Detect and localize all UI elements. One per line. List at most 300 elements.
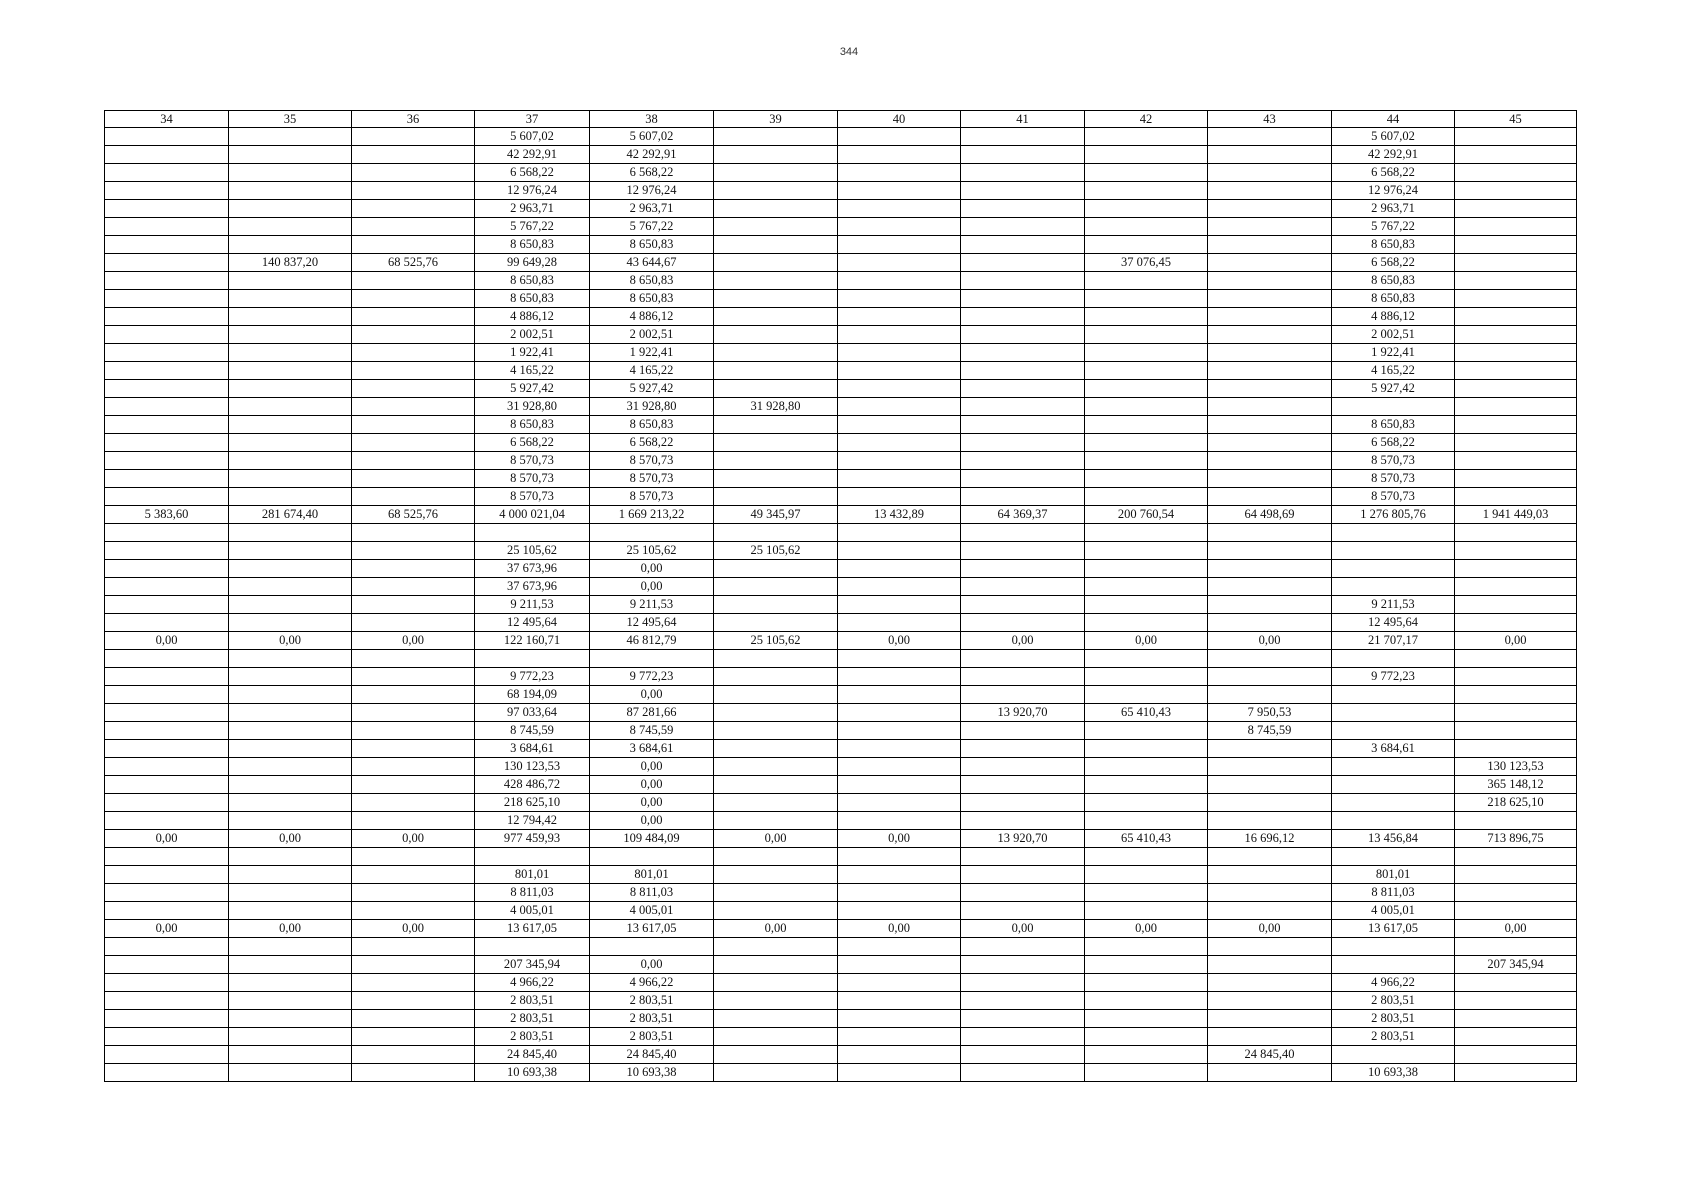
table-row	[105, 956, 1577, 974]
table-cell	[961, 722, 1085, 740]
table-cell: 801,01	[475, 866, 590, 884]
table-cell	[1085, 848, 1208, 866]
table-cell: 801,01	[590, 866, 714, 884]
table-cell	[105, 974, 229, 992]
table-cell	[1208, 776, 1332, 794]
table-cell: 0,00	[590, 686, 714, 704]
table-cell	[961, 668, 1085, 686]
table-cell	[961, 254, 1085, 272]
table-cell	[961, 992, 1085, 1010]
table-cell: 2 963,71	[475, 200, 590, 218]
table-cell	[1455, 704, 1577, 722]
table-cell	[229, 200, 352, 218]
table-cell	[1455, 902, 1577, 920]
table-cell: 8 811,03	[1332, 884, 1455, 902]
table-cell	[961, 758, 1085, 776]
table-cell	[352, 1064, 475, 1082]
table-cell	[1455, 650, 1577, 668]
table-cell	[714, 812, 838, 830]
table-cell	[229, 902, 352, 920]
table-cell	[838, 902, 961, 920]
table-cell	[714, 848, 838, 866]
table-cell: 24 845,40	[590, 1046, 714, 1064]
table-cell	[229, 740, 352, 758]
table-cell	[1455, 416, 1577, 434]
table-cell: 8 570,73	[1332, 470, 1455, 488]
table-cell	[1208, 560, 1332, 578]
table-cell	[838, 146, 961, 164]
table-cell	[229, 1046, 352, 1064]
table-cell	[229, 1028, 352, 1046]
table-cell	[352, 614, 475, 632]
table-cell	[105, 794, 229, 812]
table-row	[105, 614, 1577, 632]
table-cell	[714, 272, 838, 290]
table-cell: 7 950,53	[1208, 704, 1332, 722]
table-cell	[229, 398, 352, 416]
table-cell: 4 886,12	[1332, 308, 1455, 326]
table-cell	[352, 434, 475, 452]
table-header	[105, 111, 1577, 128]
table-cell	[229, 1010, 352, 1028]
table-cell	[1208, 362, 1332, 380]
table-cell	[352, 560, 475, 578]
table-cell	[714, 488, 838, 506]
table-cell: 130 123,53	[1455, 758, 1577, 776]
table-cell	[1208, 128, 1332, 146]
table-cell	[1332, 848, 1455, 866]
table-cell	[838, 578, 961, 596]
column-header: 35	[229, 111, 352, 128]
table-cell	[352, 470, 475, 488]
table-cell	[961, 182, 1085, 200]
table-row	[105, 704, 1577, 722]
table-row	[105, 236, 1577, 254]
table-cell	[105, 254, 229, 272]
table-cell	[714, 182, 838, 200]
table-cell	[105, 344, 229, 362]
table-cell	[229, 218, 352, 236]
table-cell: 801,01	[1332, 866, 1455, 884]
table-row	[105, 1064, 1577, 1082]
table-cell	[105, 416, 229, 434]
table-cell	[1085, 776, 1208, 794]
table-cell	[1455, 344, 1577, 362]
table-cell	[1085, 902, 1208, 920]
table-cell	[105, 1010, 229, 1028]
table-cell	[961, 290, 1085, 308]
table-cell	[229, 524, 352, 542]
table-cell	[1455, 182, 1577, 200]
column-header: 40	[838, 111, 961, 128]
table-cell	[1208, 794, 1332, 812]
table-cell	[714, 1028, 838, 1046]
table-cell	[961, 650, 1085, 668]
table-cell	[1332, 794, 1455, 812]
table-cell	[1085, 812, 1208, 830]
table-cell	[352, 200, 475, 218]
table-cell	[352, 452, 475, 470]
table-cell	[961, 776, 1085, 794]
table-cell: 6 568,22	[1332, 254, 1455, 272]
table-cell	[1085, 146, 1208, 164]
table-cell: 1 922,41	[475, 344, 590, 362]
table-cell	[229, 812, 352, 830]
table-cell	[1085, 650, 1208, 668]
table-cell	[1455, 272, 1577, 290]
table-cell	[961, 452, 1085, 470]
table-cell	[1455, 236, 1577, 254]
table-cell: 5 607,02	[1332, 128, 1455, 146]
table-cell	[1208, 398, 1332, 416]
table-cell	[1085, 218, 1208, 236]
table-cell	[714, 416, 838, 434]
table-cell	[229, 992, 352, 1010]
table-cell: 365 148,12	[1455, 776, 1577, 794]
table-cell: 8 650,83	[475, 290, 590, 308]
table-cell	[1208, 434, 1332, 452]
table-cell	[105, 884, 229, 902]
table-cell	[590, 848, 714, 866]
table-cell: 5 767,22	[475, 218, 590, 236]
column-header: 38	[590, 111, 714, 128]
table-cell	[229, 182, 352, 200]
table-cell: 0,00	[1085, 632, 1208, 650]
table-cell	[838, 128, 961, 146]
table-cell	[838, 344, 961, 362]
table-cell	[1455, 974, 1577, 992]
table-row	[105, 524, 1577, 542]
table-row	[105, 326, 1577, 344]
table-row	[105, 434, 1577, 452]
table-cell: 200 760,54	[1085, 506, 1208, 524]
table-cell	[105, 668, 229, 686]
table-cell	[1085, 326, 1208, 344]
table-cell: 8 650,83	[590, 272, 714, 290]
table-cell	[838, 380, 961, 398]
table-cell	[105, 380, 229, 398]
table-cell: 25 105,62	[590, 542, 714, 560]
table-row	[105, 794, 1577, 812]
table-cell	[961, 578, 1085, 596]
table-cell	[352, 650, 475, 668]
column-header: 37	[475, 111, 590, 128]
table-cell	[105, 938, 229, 956]
table-cell	[352, 956, 475, 974]
table-cell	[352, 128, 475, 146]
table-cell: 0,00	[590, 956, 714, 974]
table-cell	[838, 1010, 961, 1028]
table-cell	[352, 1046, 475, 1064]
table-cell	[1208, 668, 1332, 686]
table-cell	[961, 1046, 1085, 1064]
table-cell	[229, 938, 352, 956]
table-cell	[838, 866, 961, 884]
table-cell	[838, 938, 961, 956]
table-cell	[1085, 416, 1208, 434]
table-cell	[1455, 452, 1577, 470]
table-cell	[838, 614, 961, 632]
table-cell: 8 570,73	[1332, 488, 1455, 506]
table-cell	[714, 1010, 838, 1028]
table-cell	[352, 722, 475, 740]
table-cell	[1208, 542, 1332, 560]
table-cell: 4 165,22	[1332, 362, 1455, 380]
table-cell	[352, 164, 475, 182]
table-row	[105, 974, 1577, 992]
table-row	[105, 542, 1577, 560]
table-cell	[1085, 434, 1208, 452]
table-cell	[1085, 452, 1208, 470]
table-cell	[1085, 578, 1208, 596]
table-cell	[1085, 524, 1208, 542]
table-cell	[1332, 578, 1455, 596]
table-cell	[1085, 722, 1208, 740]
table-cell	[838, 560, 961, 578]
table-cell	[961, 812, 1085, 830]
table-cell: 2 803,51	[475, 1010, 590, 1028]
table-cell	[1208, 848, 1332, 866]
table-cell: 0,00	[105, 920, 229, 938]
table-cell	[105, 992, 229, 1010]
table-cell: 218 625,10	[475, 794, 590, 812]
table-cell	[1085, 974, 1208, 992]
table-cell: 2 803,51	[590, 1028, 714, 1046]
table-cell	[1208, 1028, 1332, 1046]
table-cell	[1455, 1046, 1577, 1064]
table-cell	[838, 1064, 961, 1082]
table-cell	[961, 560, 1085, 578]
table-cell: 6 568,22	[475, 434, 590, 452]
table-cell	[475, 938, 590, 956]
table-row	[105, 632, 1577, 650]
table-cell: 122 160,71	[475, 632, 590, 650]
table-row	[105, 902, 1577, 920]
table-cell	[1208, 344, 1332, 362]
table-row	[105, 1046, 1577, 1064]
table-cell	[1208, 974, 1332, 992]
table-cell	[1085, 164, 1208, 182]
table-cell	[961, 380, 1085, 398]
table-cell	[714, 776, 838, 794]
table-cell	[590, 650, 714, 668]
table-cell	[714, 344, 838, 362]
table-cell: 6 568,22	[1332, 164, 1455, 182]
table-cell	[1085, 560, 1208, 578]
table-row	[105, 866, 1577, 884]
table-cell: 10 693,38	[590, 1064, 714, 1082]
table-row	[105, 362, 1577, 380]
table-cell	[838, 398, 961, 416]
table-cell	[1208, 758, 1332, 776]
table-cell	[714, 362, 838, 380]
table-cell	[1332, 524, 1455, 542]
table-cell	[475, 848, 590, 866]
table-cell	[352, 1028, 475, 1046]
table-cell	[229, 128, 352, 146]
table-cell	[1208, 380, 1332, 398]
table-cell	[1085, 1064, 1208, 1082]
table-cell: 8 745,59	[475, 722, 590, 740]
table-cell	[1208, 308, 1332, 326]
table-cell: 4 005,01	[1332, 902, 1455, 920]
table-cell	[1208, 992, 1332, 1010]
table-cell: 1 276 805,76	[1332, 506, 1455, 524]
table-cell: 37 076,45	[1085, 254, 1208, 272]
table-cell	[838, 362, 961, 380]
table-cell: 218 625,10	[1455, 794, 1577, 812]
table-cell	[229, 704, 352, 722]
table-cell	[1208, 488, 1332, 506]
table-cell: 13 617,05	[475, 920, 590, 938]
table-cell	[714, 740, 838, 758]
table-row	[105, 830, 1577, 848]
table-cell	[714, 452, 838, 470]
table-row	[105, 128, 1577, 146]
table-cell: 207 345,94	[475, 956, 590, 974]
table-cell	[1455, 200, 1577, 218]
table-cell	[1208, 326, 1332, 344]
table-cell: 0,00	[590, 578, 714, 596]
table-cell: 4 966,22	[475, 974, 590, 992]
table-cell	[105, 848, 229, 866]
table-cell	[352, 290, 475, 308]
table-cell	[1455, 560, 1577, 578]
table-row	[105, 884, 1577, 902]
table-cell	[961, 470, 1085, 488]
table-cell	[352, 866, 475, 884]
table-cell: 46 812,79	[590, 632, 714, 650]
table-cell: 0,00	[229, 920, 352, 938]
table-cell: 4 886,12	[475, 308, 590, 326]
table-cell	[714, 1046, 838, 1064]
table-cell	[105, 560, 229, 578]
table-cell: 428 486,72	[475, 776, 590, 794]
table-cell	[105, 272, 229, 290]
table-cell	[714, 650, 838, 668]
table-cell: 10 693,38	[475, 1064, 590, 1082]
table-cell: 12 495,64	[475, 614, 590, 632]
table-cell: 6 568,22	[1332, 434, 1455, 452]
table-cell	[838, 524, 961, 542]
table-cell: 8 650,83	[1332, 272, 1455, 290]
table-cell: 42 292,91	[590, 146, 714, 164]
column-header: 42	[1085, 111, 1208, 128]
table-cell: 0,00	[229, 830, 352, 848]
table-row	[105, 218, 1577, 236]
table-cell	[1085, 668, 1208, 686]
page-number: 344	[839, 46, 859, 58]
table-cell	[838, 308, 961, 326]
table-cell	[1208, 1064, 1332, 1082]
table-cell	[105, 236, 229, 254]
table-cell: 12 495,64	[590, 614, 714, 632]
table-cell: 130 123,53	[475, 758, 590, 776]
table-cell	[1332, 686, 1455, 704]
table-cell: 0,00	[838, 830, 961, 848]
table-cell	[961, 308, 1085, 326]
table-cell: 16 696,12	[1208, 830, 1332, 848]
table-cell	[1085, 398, 1208, 416]
table-cell	[105, 290, 229, 308]
table-cell	[838, 290, 961, 308]
table-cell	[838, 740, 961, 758]
table-cell: 5 767,22	[590, 218, 714, 236]
table-cell	[352, 380, 475, 398]
table-cell: 8 650,83	[590, 416, 714, 434]
table-cell: 1 922,41	[1332, 344, 1455, 362]
table-cell	[229, 776, 352, 794]
table-cell	[229, 758, 352, 776]
table-cell: 4 966,22	[590, 974, 714, 992]
table-cell	[838, 704, 961, 722]
table-cell	[352, 992, 475, 1010]
table-cell	[352, 578, 475, 596]
table-cell: 9 772,23	[1332, 668, 1455, 686]
table-cell	[1085, 596, 1208, 614]
table-cell	[229, 542, 352, 560]
table-cell	[105, 902, 229, 920]
table-cell	[714, 164, 838, 182]
table-cell	[714, 560, 838, 578]
table-cell: 9 211,53	[590, 596, 714, 614]
table-cell	[229, 434, 352, 452]
table-cell	[229, 974, 352, 992]
table-row	[105, 776, 1577, 794]
table-cell	[1208, 290, 1332, 308]
table-cell: 43 644,67	[590, 254, 714, 272]
table-cell	[1085, 884, 1208, 902]
table-cell	[838, 956, 961, 974]
table-cell	[105, 146, 229, 164]
table-cell	[1085, 740, 1208, 758]
table-cell	[352, 362, 475, 380]
table-cell	[105, 362, 229, 380]
table-cell	[961, 146, 1085, 164]
table-cell: 8 650,83	[1332, 290, 1455, 308]
table-cell: 8 570,73	[1332, 452, 1455, 470]
table-cell	[1085, 344, 1208, 362]
column-header: 45	[1455, 111, 1577, 128]
table-cell	[105, 542, 229, 560]
table-cell	[1455, 434, 1577, 452]
table-cell	[352, 938, 475, 956]
table-row	[105, 344, 1577, 362]
table-cell: 0,00	[961, 920, 1085, 938]
table-cell	[105, 164, 229, 182]
table-cell: 12 976,24	[475, 182, 590, 200]
table-cell	[229, 452, 352, 470]
table-cell	[352, 902, 475, 920]
table-cell	[229, 488, 352, 506]
table-cell	[1208, 902, 1332, 920]
table-cell	[838, 758, 961, 776]
table-cell	[838, 254, 961, 272]
table-row	[105, 272, 1577, 290]
table-cell: 8 570,73	[475, 452, 590, 470]
table-row	[105, 686, 1577, 704]
table-cell: 2 803,51	[590, 1010, 714, 1028]
table-cell	[961, 974, 1085, 992]
column-header: 39	[714, 111, 838, 128]
table-cell: 1 669 213,22	[590, 506, 714, 524]
table-cell	[1085, 1010, 1208, 1028]
table-cell: 2 963,71	[590, 200, 714, 218]
table-cell	[1208, 938, 1332, 956]
table-cell	[961, 1064, 1085, 1082]
table-cell: 0,00	[352, 632, 475, 650]
table-cell	[352, 758, 475, 776]
